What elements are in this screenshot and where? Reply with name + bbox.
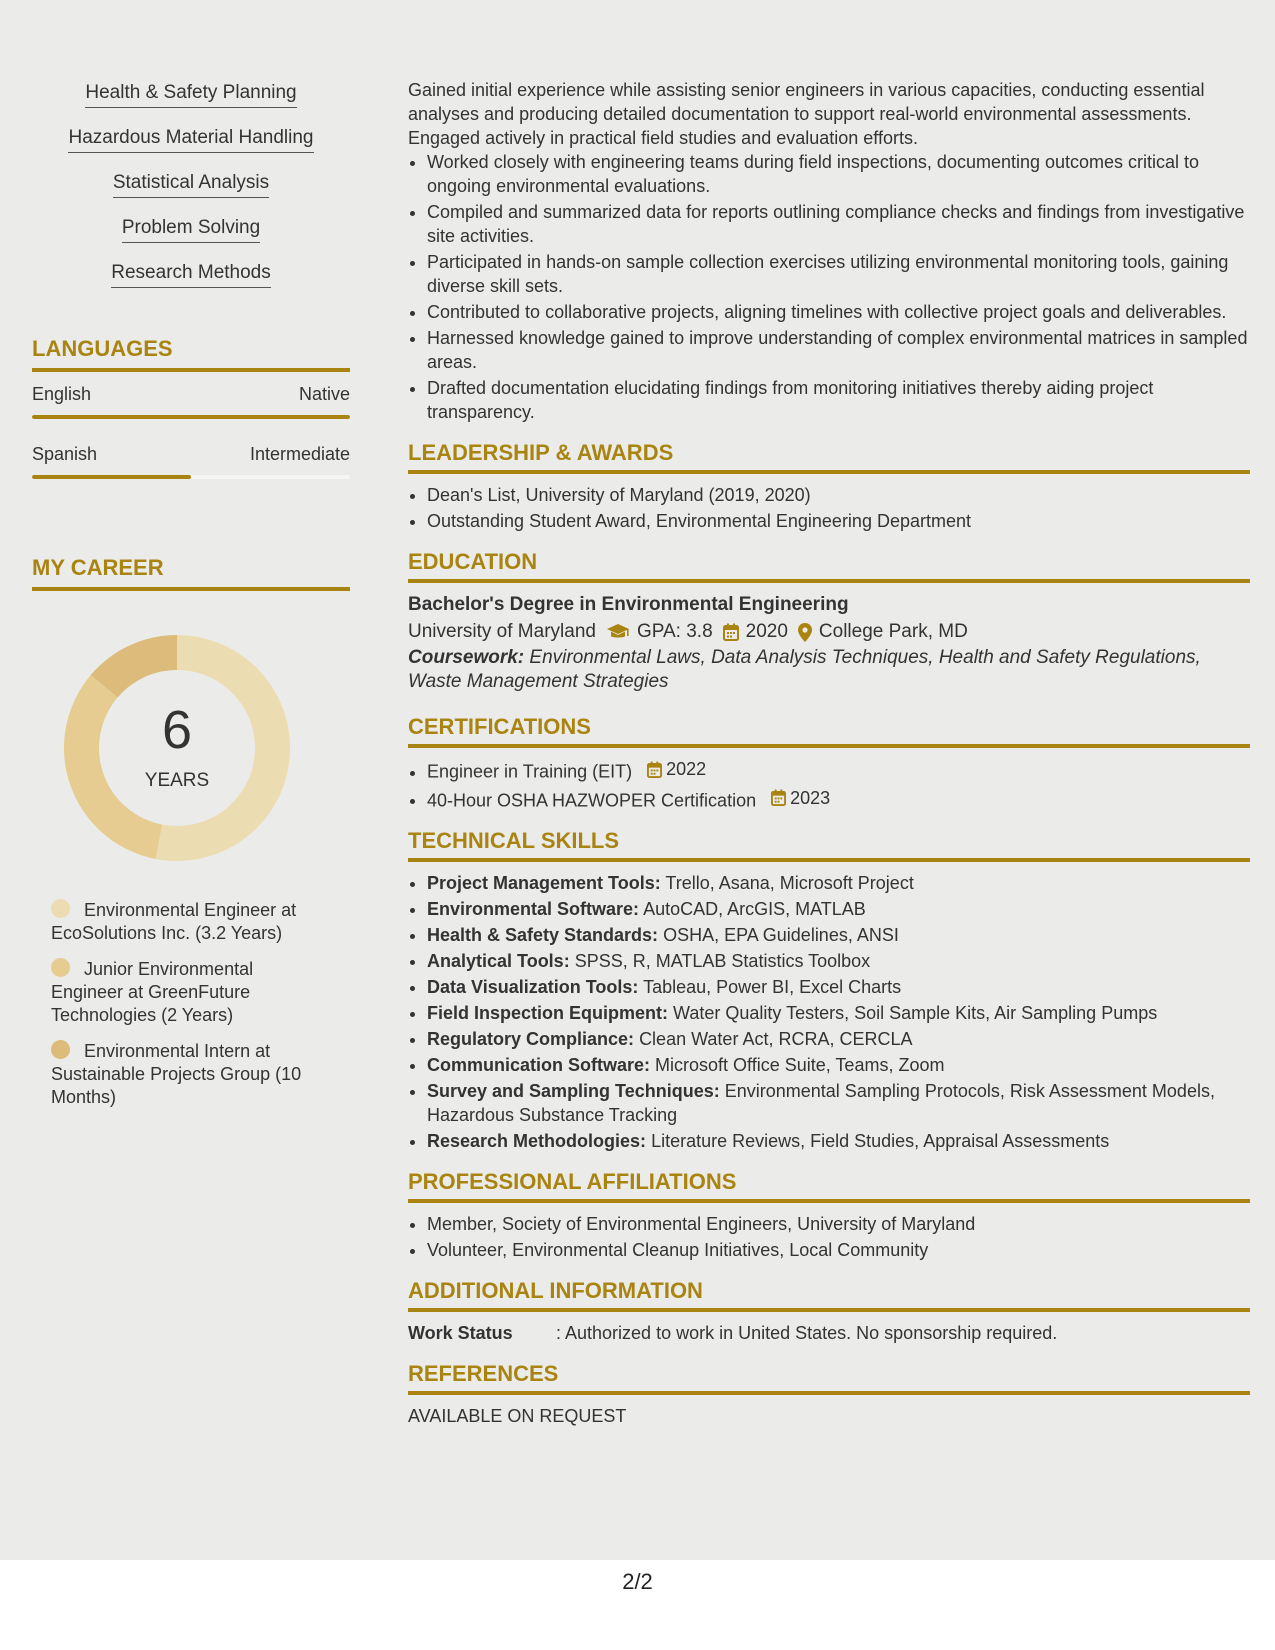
experience-bullet: • Contributed to collaborative projects, aligning timelines with collective project goals and deliverables. xyxy=(427,300,1250,324)
experience-bullet: • Drafted documentation elucidating findings from monitoring initiatives thereby aiding project transparency. xyxy=(427,376,1250,424)
legend-dot xyxy=(51,1040,70,1059)
legend-dot xyxy=(51,958,70,977)
language-name: Spanish xyxy=(32,444,98,464)
technical-skill-item: • Data Visualization Tools: Tableau, Power BI, Excel Charts xyxy=(427,975,1250,999)
technical-skill-item: • Health & Safety Standards: OSHA, EPA Guidelines, ANSI xyxy=(427,923,1250,947)
career-years-label: YEARS xyxy=(144,770,210,791)
references-heading: REFERENCES xyxy=(408,1361,1250,1395)
coursework-list: Environmental Laws, Data Analysis Techniques, Health and Safety Regulations, Waste Management Strategies xyxy=(408,647,1201,692)
legend-dot xyxy=(51,899,70,918)
additional-info-heading: ADDITIONAL INFORMATION xyxy=(408,1278,1250,1312)
language-proficiency-fill xyxy=(32,475,191,479)
language-name: English xyxy=(32,384,92,404)
technical-skills-heading: TECHNICAL SKILLS xyxy=(408,828,1250,862)
certification-year: 2023 xyxy=(790,787,831,808)
skill-item: Health & Safety Planning xyxy=(32,82,350,127)
certification-item: • 40-Hour OSHA HAZWOPER Certification 2023 xyxy=(427,786,1250,813)
language-level: Native xyxy=(298,384,350,404)
languages-heading: LANGUAGES xyxy=(32,336,350,372)
affiliation-item: • Member, Society of Environmental Engineers, University of Maryland xyxy=(427,1212,1250,1236)
language-proficiency-bar xyxy=(32,475,350,479)
certifications-heading: CERTIFICATIONS xyxy=(408,714,1250,748)
technical-skill-item: • Regulatory Compliance: Clean Water Act, RCRA, CERCLA xyxy=(427,1027,1250,1051)
experience-bullets xyxy=(408,150,1250,424)
page-number: 2/2 xyxy=(622,1569,653,1594)
career-donut-chart xyxy=(62,633,292,863)
award-item: • Outstanding Student Award, Environmental Engineering Department xyxy=(427,509,1250,533)
skill-item: Statistical Analysis xyxy=(32,172,350,217)
experience-summary: Gained initial experience while assisting senior engineers in various capacities, conducting essential analyses and producing detailed documentation to support real-world environmental assessments. Engaged actively in practical field studies and evaluation efforts. xyxy=(408,80,1205,148)
affiliations-heading: PROFESSIONAL AFFILIATIONS xyxy=(408,1169,1250,1203)
skill-item: Research Methods xyxy=(32,262,350,307)
career-legend-item: Junior Environmental Engineer at GreenFuture Technologies (2 Years) xyxy=(51,959,254,1025)
leadership-list xyxy=(408,483,1250,533)
references-text: AVAILABLE ON REQUEST xyxy=(408,1406,627,1426)
language-proficiency-fill xyxy=(32,415,350,419)
technical-skill-item: • Analytical Tools: SPSS, R, MATLAB Statistics Toolbox xyxy=(427,949,1250,973)
location-pin-icon xyxy=(798,623,812,642)
career-heading: MY CAREER xyxy=(32,555,350,591)
school-name: University of Maryland xyxy=(408,621,596,642)
experience-bullet: • Harnessed knowledge gained to improve understanding of complex environmental matrices in sampled areas. xyxy=(427,326,1250,374)
language-item xyxy=(32,384,350,419)
language-level: Intermediate xyxy=(249,444,350,464)
skill-item: Problem Solving xyxy=(32,217,350,262)
graduation-cap-icon xyxy=(606,623,630,641)
experience-bullet: • Compiled and summarized data for reports outlining compliance checks and findings from investigative site activities. xyxy=(427,200,1250,248)
career-legend xyxy=(51,899,321,1109)
technical-skill-item: • Research Methodologies: Literature Reviews, Field Studies, Appraisal Assessments xyxy=(427,1129,1250,1153)
calendar-icon xyxy=(647,761,662,778)
work-status-label: Work Status xyxy=(408,1323,513,1343)
work-status-value: : Authorized to work in United States. No sponsorship required. xyxy=(556,1323,1058,1343)
coursework xyxy=(408,646,1250,694)
certification-item: • Engineer in Training (EIT) 2022 xyxy=(427,757,1250,784)
language-proficiency-bar xyxy=(32,415,350,419)
experience-bullet: • Participated in hands-on sample collection exercises utilizing environmental monitoring tools, gaining diverse skill sets. xyxy=(427,250,1250,298)
skills-list xyxy=(32,82,350,307)
technical-skills-list xyxy=(408,871,1250,1153)
career-legend-item: Environmental Intern at Sustainable Projects Group (10 Months) xyxy=(51,1041,302,1107)
technical-skill-item: • Communication Software: Microsoft Office Suite, Teams, Zoom xyxy=(427,1053,1250,1077)
graduation-year: 2020 xyxy=(745,621,788,642)
education-details xyxy=(408,618,1250,646)
language-item xyxy=(32,444,350,479)
technical-skill-item: • Field Inspection Equipment: Water Quality Testers, Soil Sample Kits, Air Sampling Pumps xyxy=(427,1001,1250,1025)
gpa: GPA: 3.8 xyxy=(636,621,713,642)
skill-item: Hazardous Material Handling xyxy=(32,127,350,172)
certification-year: 2022 xyxy=(666,759,707,779)
work-status xyxy=(408,1321,1250,1345)
coursework-label: Coursework: xyxy=(408,647,525,668)
degree-title: Bachelor's Degree in Environmental Engineering xyxy=(408,594,849,615)
affiliations-list xyxy=(408,1212,1250,1262)
school-location: College Park, MD xyxy=(818,621,968,642)
technical-skill-item: • Project Management Tools: Trello, Asana, Microsoft Project xyxy=(427,871,1250,895)
career-legend-item: Environmental Engineer at EcoSolutions Inc. (3.2 Years) xyxy=(51,900,297,943)
leadership-heading: LEADERSHIP & AWARDS xyxy=(408,440,1250,474)
education-heading: EDUCATION xyxy=(408,549,1250,583)
technical-skill-item: • Survey and Sampling Techniques: Environmental Sampling Protocols, Risk Assessment Models, Hazardous Substance Tracking xyxy=(427,1079,1250,1127)
certifications-list xyxy=(408,757,1250,812)
sidebar xyxy=(32,82,350,1122)
technical-skill-item: • Environmental Software: AutoCAD, ArcGIS, MATLAB xyxy=(427,897,1250,921)
experience-bullet: • Worked closely with engineering teams during field inspections, documenting outcomes critical to ongoing environmental evaluations. xyxy=(427,150,1250,198)
calendar-icon xyxy=(723,623,739,641)
main-content xyxy=(408,78,1250,1428)
calendar-icon xyxy=(771,789,786,806)
affiliation-item: • Volunteer, Environmental Cleanup Initiatives, Local Community xyxy=(427,1238,1250,1262)
award-item: • Dean's List, University of Maryland (2019, 2020) xyxy=(427,483,1250,507)
career-total-years: 6 xyxy=(161,700,193,760)
